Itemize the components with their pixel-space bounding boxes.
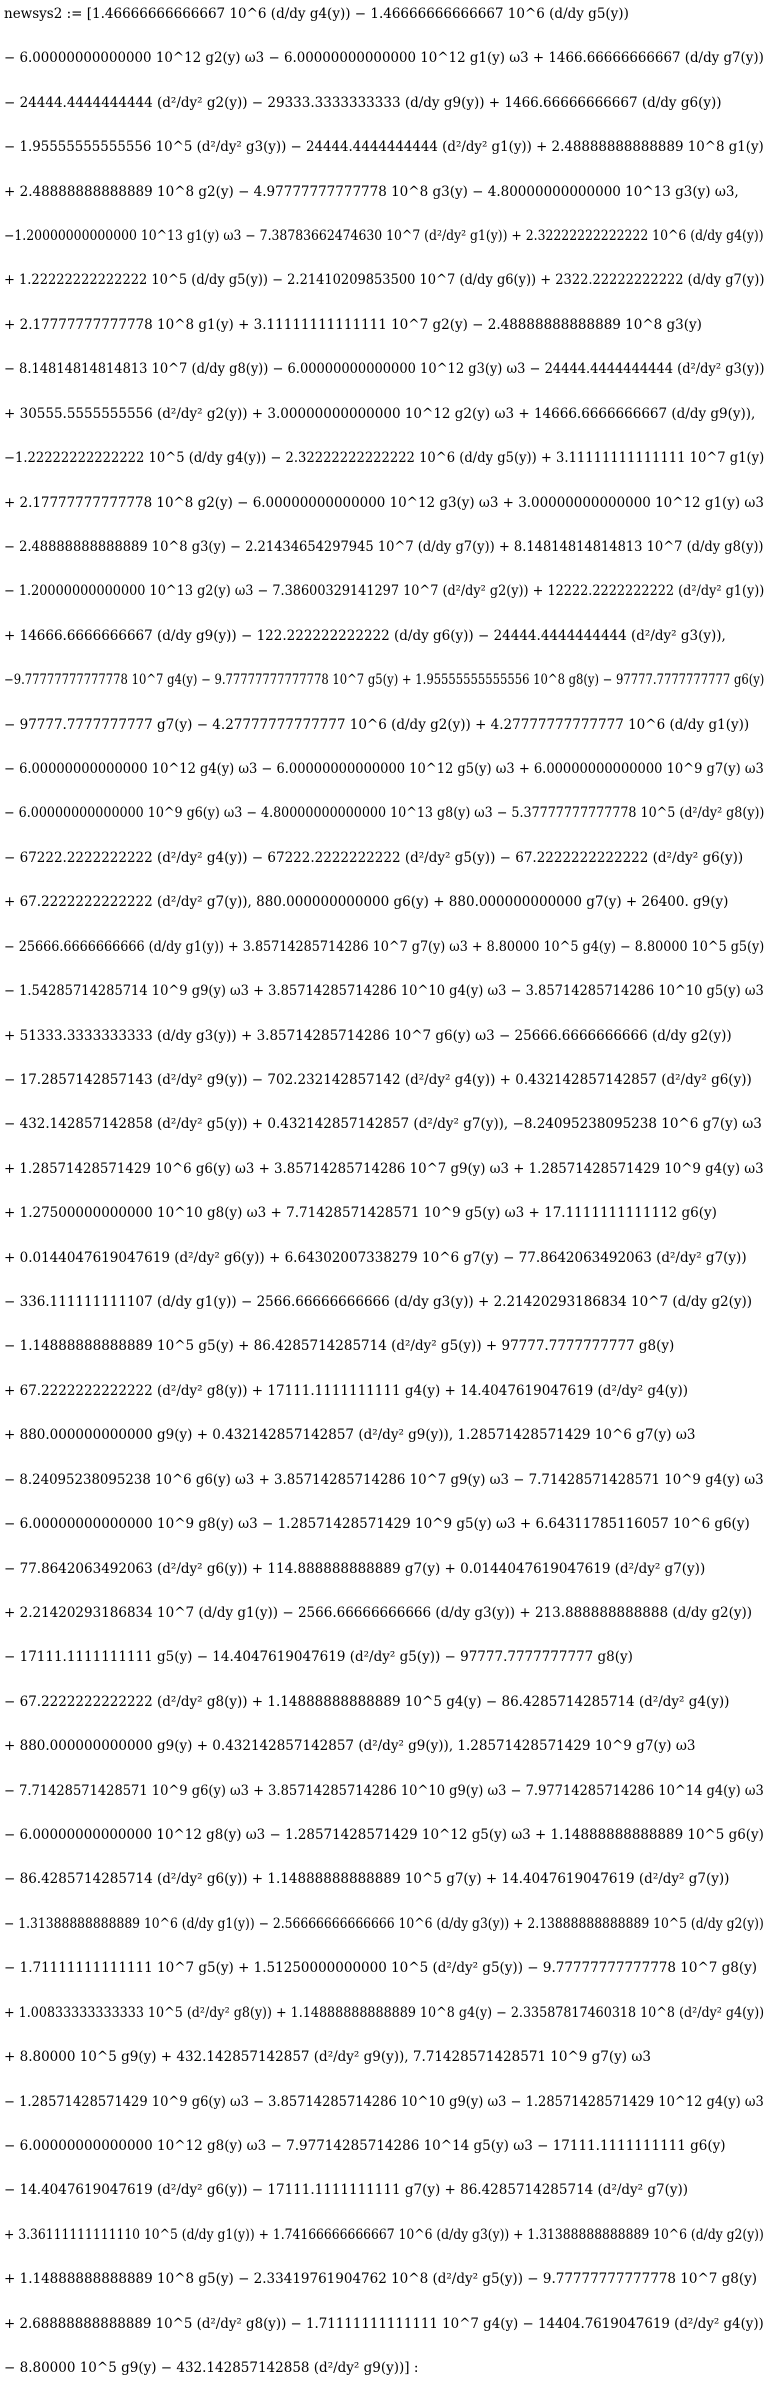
equation-line <box>0 939 768 955</box>
equation-text: − 8.80000 10^5 g9(y) − 432.142857142858 (d²/dy² g9(y))] : <box>4 2360 419 2376</box>
equation-line <box>0 805 768 821</box>
equation-text: − 432.142857142858 (d²/dy² g5(y)) + 0.432142857142857 (d²/dy² g7(y)), −8.24095238095238 10^6 g7(y) ω3 <box>4 1116 762 1133</box>
equation-text: − 6.00000000000000 10^12 g8(y) ω3 − 1.28571428571429 10^12 g5(y) ω3 + 1.14888888888889 10^5 g6(y) <box>4 1827 764 1844</box>
equation-line <box>0 2138 768 2154</box>
equation-text: − 2.48888888888889 10^8 g3(y) − 2.21434654297945 10^7 (d/dy g7(y)) + 8.14814814814813 10^7 (d/dy g8(y)) <box>4 538 764 555</box>
equation-line <box>0 894 768 910</box>
equation-line <box>0 6 768 22</box>
equation-line <box>0 1694 768 1710</box>
equation-text: − 1.14888888888889 10^5 g5(y) + 86.4285714285714 (d²/dy² g5(y)) + 97777.7777777777 g8(y) <box>4 1338 675 1355</box>
equation-line <box>0 1738 768 1754</box>
equation-text: + 2.21420293186834 10^7 (d/dy g1(y)) − 2566.66666666666 (d/dy g3(y)) + 213.888888888888 (d/dy g2(y)) <box>4 1604 753 1621</box>
equation-line <box>0 2005 768 2021</box>
equation-text: + 14666.6666666667 (d/dy g9(y)) − 122.222222222222 (d/dy g6(y)) − 24444.4444444444 (d²/dy² g3(y)), <box>4 627 726 644</box>
equation-line <box>0 1427 768 1443</box>
equation-text: − 17111.1111111111 g5(y) − 14.4047619047619 (d²/dy² g5(y)) − 97777.7777777777 g8(y) <box>4 1649 633 1666</box>
equation-line <box>0 717 768 733</box>
equation-text: − 1.31388888888889 10^6 (d/dy g1(y)) − 2.56666666666666 10^6 (d/dy g3(y)) + 2.13888888888889 10^5 (d/dy g2(y)) <box>4 1915 764 1932</box>
equation-text: + 2.17777777777778 10^8 g1(y) + 3.11111111111111 10^7 g2(y) − 2.48888888888889 10^8 g3(y) <box>4 316 702 333</box>
equation-line <box>0 1916 768 1932</box>
equation-line <box>0 1605 768 1621</box>
equation-text: + 2.17777777777778 10^8 g2(y) − 6.00000000000000 10^12 g3(y) ω3 + 3.00000000000000 10^12 g1(y) ω3 <box>4 494 764 511</box>
equation-text: − 24444.4444444444 (d²/dy² g2(y)) − 29333.3333333333 (d/dy g9(y)) + 1466.66666666667 (d/dy g6(y)) <box>4 94 722 111</box>
equation-line <box>0 1161 768 1177</box>
equation-text: − 97777.7777777777 g7(y) − 4.27777777777777 10^6 (d/dy g2(y)) + 4.27777777777777 10^6 (d/dy g1(y)) <box>4 716 750 733</box>
equation-text: − 67222.2222222222 (d²/dy² g4(y)) − 67222.2222222222 (d²/dy² g5(y)) − 67.2222222222222 (d²/dy² g6(y)) <box>4 849 744 866</box>
equation-text: + 1.00833333333333 10^5 (d²/dy² g8(y)) + 1.14888888888889 10^8 g4(y) − 2.33587817460318 10^8 (d²/dy² g4(y)) <box>4 2004 765 2021</box>
equation-text: − 6.00000000000000 10^12 g8(y) ω3 − 7.97714285714286 10^14 g5(y) ω3 − 17111.1111111111 g6(y) <box>4 2137 726 2154</box>
equation-line <box>0 761 768 777</box>
equation-line <box>0 361 768 377</box>
equation-text: + 1.28571428571429 10^6 g6(y) ω3 + 3.85714285714286 10^7 g9(y) ω3 + 1.28571428571429 10^9 g4(y) ω3 <box>4 1160 764 1177</box>
equation-line <box>0 450 768 466</box>
equation-line <box>0 672 768 688</box>
equation-text: − 8.14814814814813 10^7 (d/dy g8(y)) − 6.00000000000000 10^12 g3(y) ω3 − 24444.4444444444 (d²/dy² g3(y)) <box>4 361 765 378</box>
equation-text: + 8.80000 10^5 g9(y) + 432.142857142857 (d²/dy² g9(y)), 7.71428571428571 10^9 g7(y) ω3 <box>4 2049 651 2066</box>
equation-line <box>0 2227 768 2243</box>
equation-line <box>0 2316 768 2332</box>
equation-text: − 6.00000000000000 10^9 g8(y) ω3 − 1.28571428571429 10^9 g5(y) ω3 + 6.64311785116057 10^6 g6(y) <box>4 1516 750 1533</box>
equation-text: + 1.22222222222222 10^5 (d/dy g5(y)) − 2.21410209853500 10^7 (d/dy g6(y)) + 2322.22222222222 (d/dy g7(y)) <box>4 272 765 289</box>
equation-text: − 77.8642063492063 (d²/dy² g6(y)) + 114.888888888889 g7(y) + 0.0144047619047619 (d²/dy² g7(y)) <box>4 1560 706 1577</box>
equation-text: − 7.71428571428571 10^9 g6(y) ω3 + 3.85714285714286 10^10 g9(y) ω3 − 7.97714285714286 10^14 g4(y) ω3 <box>4 1782 764 1799</box>
equation-line <box>0 1116 768 1132</box>
equation-line <box>0 495 768 511</box>
equation-text: + 51333.3333333333 (d/dy g3(y)) + 3.85714285714286 10^7 g6(y) ω3 − 25666.6666666666 (d/dy g2(y)) <box>4 1027 732 1044</box>
equation-line <box>0 1205 768 1221</box>
equation-text: − 6.00000000000000 10^12 g4(y) ω3 − 6.00000000000000 10^12 g5(y) ω3 + 6.00000000000000 10^9 g7(y) ω3 <box>4 761 764 778</box>
equation-line <box>0 2182 768 2198</box>
equation-line <box>0 184 768 200</box>
equation-text: + 30555.5555555556 (d²/dy² g2(y)) + 3.00000000000000 10^12 g2(y) ω3 + 14666.6666666667 (d/dy g9(y)), <box>4 405 756 422</box>
equation-text: + 2.68888888888889 10^5 (d²/dy² g8(y)) − 1.71111111111111 10^7 g4(y) − 14404.7619047619 (d²/dy² g4(y)) <box>4 2315 764 2332</box>
equation-text: + 1.14888888888889 10^8 g5(y) − 2.33419761904762 10^8 (d²/dy² g5(y)) − 9.77777777777778 10^7 g8(y) <box>4 2271 758 2288</box>
equation-text: − 67.2222222222222 (d²/dy² g8(y)) + 1.14888888888889 10^5 g4(y) − 86.4285714285714 (d²/dy² g4(y)) <box>4 1693 730 1710</box>
equation-line <box>0 1338 768 1354</box>
equation-text: − 86.4285714285714 (d²/dy² g6(y)) + 1.14888888888889 10^5 g7(y) + 14.4047619047619 (d²/dy² g7(y)) <box>4 1871 730 1888</box>
equation-line <box>0 1827 768 1843</box>
equation-line <box>0 1649 768 1665</box>
equation-text: − 1.20000000000000 10^13 g2(y) ω3 − 7.38600329141297 10^7 (d²/dy² g2(y)) + 12222.2222222222 (d²/dy² g1(y)) <box>4 583 765 600</box>
equation-text: + 880.000000000000 g9(y) + 0.432142857142857 (d²/dy² g9(y)), 1.28571428571429 10^9 g7(y) ω3 <box>4 1738 696 1755</box>
equation-line <box>0 983 768 999</box>
equation-line <box>0 1294 768 1310</box>
equation-line <box>0 1472 768 1488</box>
equation-line <box>0 317 768 333</box>
equation-text: − 8.24095238095238 10^6 g6(y) ω3 + 3.85714285714286 10^7 g9(y) ω3 − 7.71428571428571 10^9 g4(y) ω3 <box>4 1471 764 1488</box>
equation-line <box>0 2049 768 2065</box>
equation-text: − 6.00000000000000 10^9 g6(y) ω3 − 4.80000000000000 10^13 g8(y) ω3 − 5.37777777777778 10^5 (d²/dy² g8(y)) <box>4 805 765 822</box>
equation-line <box>0 272 768 288</box>
equation-text: + 67.2222222222222 (d²/dy² g8(y)) + 17111.1111111111 g4(y) + 14.4047619047619 (d²/dy² g4(y)) <box>4 1382 689 1399</box>
equation-text: − 1.28571428571429 10^9 g6(y) ω3 − 3.85714285714286 10^10 g9(y) ω3 − 1.28571428571429 10^12 g4(y) ω3 <box>4 2093 764 2110</box>
equation-text: + 0.0144047619047619 (d²/dy² g6(y)) + 6.64302007338279 10^6 g7(y) − 77.8642063492063 (d²/dy² g7(y)) <box>4 1249 747 1266</box>
equation-text: + 67.2222222222222 (d²/dy² g7(y)), 880.000000000000 g6(y) + 880.000000000000 g7(y) + 26400. g9(y) <box>4 894 729 911</box>
equation-text: − 25666.6666666666 (d/dy g1(y)) + 3.85714285714286 10^7 g7(y) ω3 + 8.80000 10^5 g4(y) − 8.80000 10^5 g5(y) <box>4 938 765 955</box>
equation-text: + 2.48888888888889 10^8 g2(y) − 4.97777777777778 10^8 g3(y) − 4.80000000000000 10^13 g3(y) ω3, <box>4 183 739 200</box>
equation-text: − 6.00000000000000 10^12 g2(y) ω3 − 6.00000000000000 10^12 g1(y) ω3 + 1466.66666666667 (d/dy g7(y)) <box>4 50 764 67</box>
equation-line <box>0 1028 768 1044</box>
equation-text: − 336.111111111107 (d/dy g1(y)) − 2566.66666666666 (d/dy g3(y)) + 2.21420293186834 10^7 (d/dy g2(y)) <box>4 1294 753 1311</box>
equation-line <box>0 1072 768 1088</box>
equation-line <box>0 2271 768 2287</box>
equation-line <box>0 1561 768 1577</box>
equation-line <box>0 95 768 111</box>
equation-line <box>0 583 768 599</box>
equation-line <box>0 139 768 155</box>
equation-line <box>0 1383 768 1399</box>
equation-text: + 1.27500000000000 10^10 g8(y) ω3 + 7.71428571428571 10^9 g5(y) ω3 + 17.1111111111112 g6(y) <box>4 1205 717 1222</box>
equation-text: − 1.95555555555556 10^5 (d²/dy² g3(y)) − 24444.4444444444 (d²/dy² g1(y)) + 2.48888888888889 10^8 g1(y) <box>4 139 764 156</box>
equation-line <box>0 2360 768 2376</box>
equation-line <box>0 1783 768 1799</box>
equation-text: − 17.2857142857143 (d²/dy² g9(y)) − 702.232142857142 (d²/dy² g4(y)) + 0.432142857142857 (d²/dy² g6(y)) <box>4 1071 752 1088</box>
equation-text: −9.77777777777778 10^7 g4(y) − 9.77777777777778 10^7 g5(y) + 1.95555555555556 10^8 g8(y) − 97777.7777777777 g6(y) <box>4 672 765 689</box>
equation-line <box>0 628 768 644</box>
equation-line <box>0 406 768 422</box>
equation-line <box>0 50 768 66</box>
equation-line <box>0 1871 768 1887</box>
equation-line <box>0 539 768 555</box>
equation-line <box>0 1250 768 1266</box>
equation-line <box>0 2094 768 2110</box>
equation-text: −1.20000000000000 10^13 g1(y) ω3 − 7.38783662474630 10^7 (d²/dy² g1(y)) + 2.32222222222222 10^6 (d/dy g4(y)) <box>4 228 764 245</box>
equation-text: − 1.71111111111111 10^7 g5(y) + 1.51250000000000 10^5 (d²/dy² g5(y)) − 9.77777777777778 10^7 g8(y) <box>4 1960 758 1977</box>
equation-text: − 14.4047619047619 (d²/dy² g6(y)) − 17111.1111111111 g7(y) + 86.4285714285714 (d²/dy² g7(y)) <box>4 2182 689 2199</box>
equation-text: + 880.000000000000 g9(y) + 0.432142857142857 (d²/dy² g9(y)), 1.28571428571429 10^6 g7(y) ω3 <box>4 1427 696 1444</box>
equation-line <box>0 850 768 866</box>
equation-text: newsys2 := [1.46666666666667 10^6 (d/dy g4(y)) − 1.46666666666667 10^6 (d/dy g5(y)) <box>4 6 629 22</box>
equation-text: + 3.36111111111110 10^5 (d/dy g1(y)) + 1.74166666666667 10^6 (d/dy g3(y)) + 1.31388888888889 10^6 (d/dy g2(y)) <box>4 2226 764 2243</box>
equation-line <box>0 228 768 244</box>
equation-text: − 1.54285714285714 10^9 g9(y) ω3 + 3.85714285714286 10^10 g4(y) ω3 − 3.85714285714286 10^10 g5(y) ω3 <box>4 983 764 1000</box>
equation-line <box>0 1516 768 1532</box>
equation-line <box>0 1960 768 1976</box>
equation-text: −1.22222222222222 10^5 (d/dy g4(y)) − 2.32222222222222 10^6 (d/dy g5(y)) + 3.11111111111111 10^7 g1(y) <box>4 450 765 467</box>
